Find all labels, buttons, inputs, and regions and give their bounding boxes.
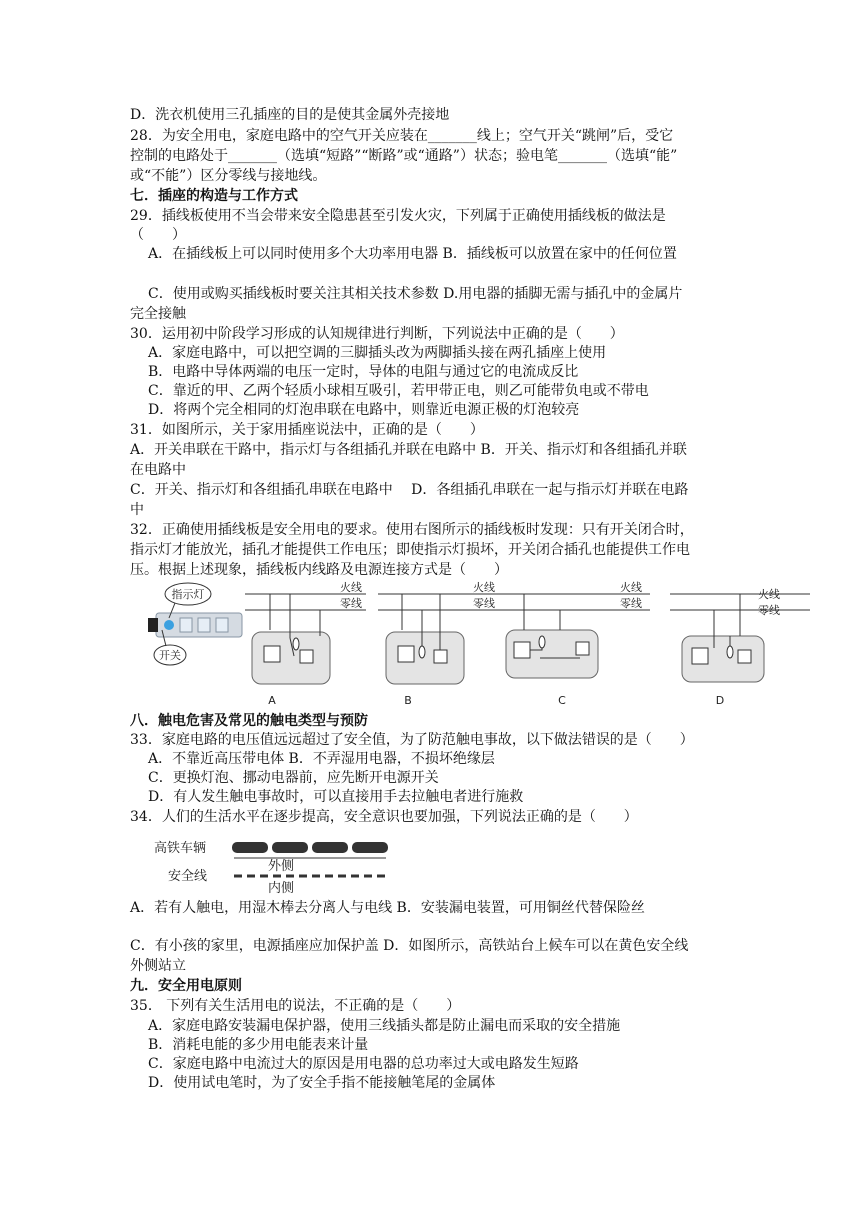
svg-text:B: B <box>404 694 412 707</box>
svg-text:火线: 火线 <box>758 588 780 601</box>
q34-options-cd-cont: 外侧站立 <box>130 958 186 974</box>
q35-option-d: D．使用试电笔时，为了安全手指不能接触笔尾的金属体 <box>148 1075 496 1091</box>
indicator-label: 指示灯 <box>171 588 205 601</box>
circuit-option-b <box>378 580 500 707</box>
q32-line3: 压。根据上述现象，插线板内线路及电源连接方式是（ ） <box>130 562 508 578</box>
q28-line1: 28．为安全用电，家庭电路中的空气开关应装在_______线上；空气开关“跳闸”后，受它 <box>130 128 674 144</box>
safety-line-label: 安全线 <box>168 869 208 884</box>
q29-options-cd: C．使用或购买插线板时要关注其相关技术参数 D.用电器的插脚无需与插孔中的金属片 <box>148 286 683 302</box>
train-cars <box>232 842 388 853</box>
q28-line2: 控制的电路处于_______（选填“短路”“断路”或“通路”）状态；验电笔_______（选填“能” <box>130 148 678 164</box>
svg-text:火线: 火线 <box>473 581 495 594</box>
section-9-heading: 九．安全用电原则 <box>130 978 242 994</box>
q30-option-d: D．将两个完全相同的灯泡串联在电路中，则靠近电源正极的灯泡较亮 <box>148 402 580 418</box>
q30-stem: 30．运用初中阶段学习形成的认知规律进行判断，下列说法中正确的是（ ） <box>130 326 624 342</box>
section-8-heading: 八．触电危害及常见的触电类型与预防 <box>130 713 368 729</box>
outer-side-label: 外侧 <box>268 859 295 874</box>
circuit-option-c <box>500 580 650 707</box>
q30-option-c: C．靠近的甲、乙两个轻质小球相互吸引，若甲带正电，则乙可能带负电或不带电 <box>148 383 649 399</box>
q35-option-a: A．家庭电路安装漏电保护器，使用三线插头都是防止漏电而采取的安全措施 <box>148 1018 621 1034</box>
svg-text:火线: 火线 <box>620 581 642 594</box>
svg-text:火线: 火线 <box>340 581 362 594</box>
q28-line3: 或“不能”）区分零线与接地线。 <box>130 168 327 184</box>
svg-text:零线: 零线 <box>758 604 780 617</box>
q30-option-a: A．家庭电路中，可以把空调的三脚插头改为两脚插头接在两孔插座上使用 <box>148 345 607 361</box>
q33-options-ab: A．不靠近高压带电体 B．不弄湿用电器，不损坏绝缘层 <box>148 751 495 767</box>
q29-stem: 29．插线板使用不当会带来安全隐患甚至引发火灾，下列属于正确使用插线板的做法是 <box>130 208 666 224</box>
q35-option-c: C．家庭电路中电流过大的原因是用电器的总功率过大或电路发生短路 <box>148 1056 579 1072</box>
svg-text:零线: 零线 <box>340 597 362 610</box>
svg-text:D: D <box>715 694 725 707</box>
option-d-q27: D．洗衣机使用三孔插座的目的是使其金属外壳接地 <box>130 107 450 123</box>
q31-stem: 31．如图所示，关于家用插座说法中，正确的是（ ） <box>130 422 484 438</box>
q31-options-ab-cont: 在电路中 <box>130 462 186 478</box>
q32-line1: 32．正确使用插线板是安全用电的要求。使用右图所示的插线板时发现：只有开关闭合时， <box>130 522 694 538</box>
q29-paren: （ ） <box>130 227 186 243</box>
power-strip <box>148 583 242 665</box>
q33-stem: 33．家庭电路的电压值远远超过了安全值，为了防范触电事故，以下做法错误的是（ ） <box>130 732 694 748</box>
q34-options-ab: A．若有人触电，用湿木棒去分离人与电线 B．安装漏电装置，可用铜丝代替保险丝 <box>130 900 645 916</box>
q29-options-ab: A．在插线板上可以同时使用多个大功率用电器 B．插线板可以放置在家中的任何位置 <box>148 246 677 262</box>
q35-option-b: B．消耗电能的多少用电能表来计量 <box>148 1037 369 1053</box>
inner-side-label: 内侧 <box>268 881 295 896</box>
q32-figure <box>140 580 820 710</box>
q31-options-ab: A．开关串联在干路中，指示灯与各组插孔并联在电路中 B．开关、指示灯和各组插孔并联 <box>130 442 687 458</box>
q34-figure <box>150 836 390 896</box>
section-7-heading: 七．插座的构造与工作方式 <box>130 188 298 204</box>
q30-option-b: B．电路中导体两端的电压一定时，导体的电阻与通过它的电流成反比 <box>148 364 579 380</box>
switch-label: 开关 <box>159 649 181 662</box>
circuit-option-a <box>245 580 366 707</box>
q34-options-cd: C．有小孩的家里，电源插座应加保护盖 D．如图所示，高铁站台上候车可以在黄色安全线 <box>130 938 689 954</box>
q29-options-cd-cont: 完全接触 <box>130 306 186 322</box>
svg-text:零线: 零线 <box>620 597 642 610</box>
train-label: 高铁车辆 <box>154 841 207 856</box>
q35-stem: 35． 下列有关生活用电的说法，不正确的是（ ） <box>130 998 461 1014</box>
q33-option-c: C．更换灯泡、挪动电器前，应先断开电源开关 <box>148 770 439 786</box>
svg-text:A: A <box>268 694 276 707</box>
q31-options-cd-cont: 中 <box>130 502 144 518</box>
q33-option-d: D．有人发生触电事故时，可以直接用手去拉触电者进行施救 <box>148 789 524 805</box>
q34-stem: 34．人们的生活水平在逐步提高，安全意识也要加强，下列说法正确的是（ ） <box>130 809 638 825</box>
svg-text:C: C <box>558 694 566 707</box>
svg-text:零线: 零线 <box>473 597 495 610</box>
q31-options-cd: C．开关、指示灯和各组插孔串联在电路中 D．各组插孔串联在一起与指示灯并联在电路 <box>130 482 689 498</box>
circuit-option-d <box>670 587 810 707</box>
q32-line2: 指示灯才能放光，插孔才能提供工作电压；即使指示灯损坏，开关闭合插孔也能提供工作电 <box>130 542 690 558</box>
